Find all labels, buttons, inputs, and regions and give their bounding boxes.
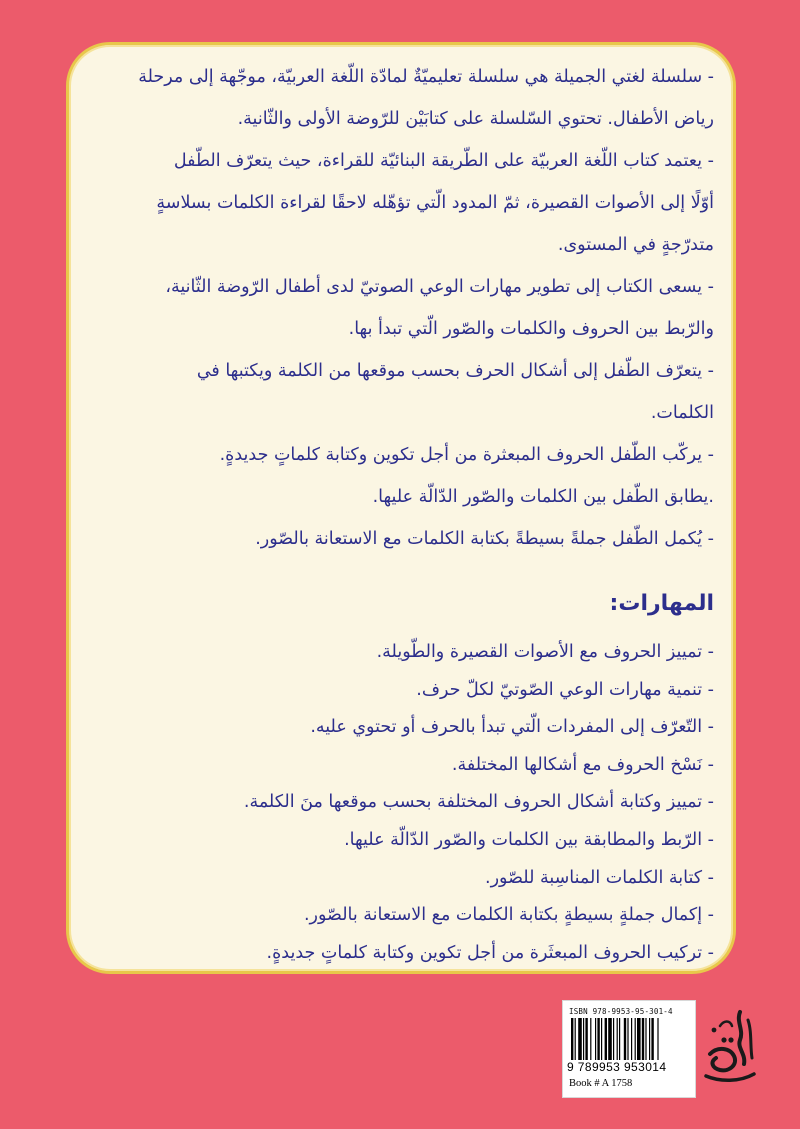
publisher-logo [700,1006,758,1086]
barcode-bar [575,1018,576,1060]
isbn-barcode [562,1000,696,1098]
skill-item: - الرّبط والمطابقة بين الكلمات والصّور الدّالّة عليها. [344,829,714,850]
skill-item: - التّعرّف إلى المفردات الّتي تبدأ بالحرف أو تحتوي عليه. [310,717,714,738]
skill-item: - تمييز الحروف مع الأصوات القصيرة والطّويلة. [376,642,714,662]
intro-line: - يسعى الكتاب إلى تطوير مهارات الوعي الصوتيّ لدى أطفال الرّوضة الثّانية، [165,277,714,297]
intro-line: - يعتمد كتاب اللّغة العربيّة على الطّريقة البنائيّة للقراءة، حيث يتعرّف الطّفل [173,151,714,171]
skill-item: - نَسْخ الحروف مع أشكالها المختلفة. [451,754,714,775]
barcode-bar [642,1018,644,1060]
barcode-bar [613,1018,614,1060]
barcode-bar [608,1018,612,1060]
intro-line: الكلمات. [650,403,714,423]
barcode-bar [617,1018,618,1060]
barcode-bar [595,1018,596,1060]
intro-line: - يركّب الطّفل الحروف المبعثرة من أجل تكوين وكتابة كلماتٍ جديدةٍ. [219,445,714,465]
intro-line: أوّلًا إلى الأصوات القصيرة، ثمّ المدود الّتي تؤهّله لاحقًا لقراءة الكلمات بسلاسةٍ [156,193,714,213]
skill-item: - كتابة الكلمات المناسِبة للصّور. [485,867,714,888]
intro-line: - يتعرّف الطّفل إلى أشكال الحرف بحسب موقعها من الكلمة ويكتبها في [196,361,714,381]
intro-line: رياض الأطفال. تحتوي السّلسلة على كتابَيْن للرّوضة الأولى والثّانية. [237,109,714,129]
skills-heading: المهارات: [609,591,714,616]
barcode-bar [585,1018,587,1060]
barcode-bar [645,1018,646,1060]
skill-item: - إكمال جملةٍ بسيطةٍ بكتابة الكلمات مع الاستعانة بالصّور. [303,905,714,926]
skill-item: - تمييز وكتابة أشكال الحروف المختلفة بحسب موقعها منَ الكلمة. [243,792,714,813]
skill-item: - تركيب الحروف المبعثَرة من أجل تكوين وكتابة كلماتٍ جديدةٍ. [266,942,714,963]
intro-line: - يُكمل الطّفل جملةً بسيطةً بكتابة الكلمات مع الاستعانة بالصّور. [255,529,714,549]
barcode-bar [597,1018,599,1060]
book-number: Book # A 1758 [569,1078,633,1089]
barcode-bar [635,1018,636,1060]
barcode-bar [624,1018,626,1060]
intro-line: متدرّجةٍ في المستوى. [557,235,714,255]
isbn-digits: 9 789953 953014 [567,1060,667,1074]
intro-line: .يطابق الطّفل بين الكلمات والصّور الدّالّة عليها. [372,487,714,507]
intro-line: - سلسلة لغتي الجميلة هي سلسلة تعليميّةٌ لمادّة اللّغة العربيّة، موجّهة إلى مرحلة [138,67,714,87]
barcode-bar [649,1018,650,1060]
barcode-bars [571,1018,687,1060]
barcode-bar [590,1018,591,1060]
barcode-bar [631,1018,632,1060]
barcode-bar [619,1018,620,1060]
barcode-bar [605,1018,607,1060]
back-cover-text [96,58,714,972]
skill-item: - تنمية مهارات الوعي الصّوتيّ لكلّ حرف. [416,679,714,700]
barcode-bar [578,1018,582,1060]
intro-line: والرّبط بين الحروف والكلمات والصّور الّتي تبدأ بها. [348,319,714,339]
barcode-bar [657,1018,658,1060]
skills-list [96,634,714,972]
barcode-bar [571,1018,573,1060]
barcode-bar [601,1018,602,1060]
barcode-bar [583,1018,584,1060]
barcode-bar [627,1018,628,1060]
isbn-label: ISBN 978-9953-95-301-4 [569,1007,673,1016]
intro-section [96,58,714,558]
barcode-bar [651,1018,653,1060]
barcode-bar [637,1018,641,1060]
